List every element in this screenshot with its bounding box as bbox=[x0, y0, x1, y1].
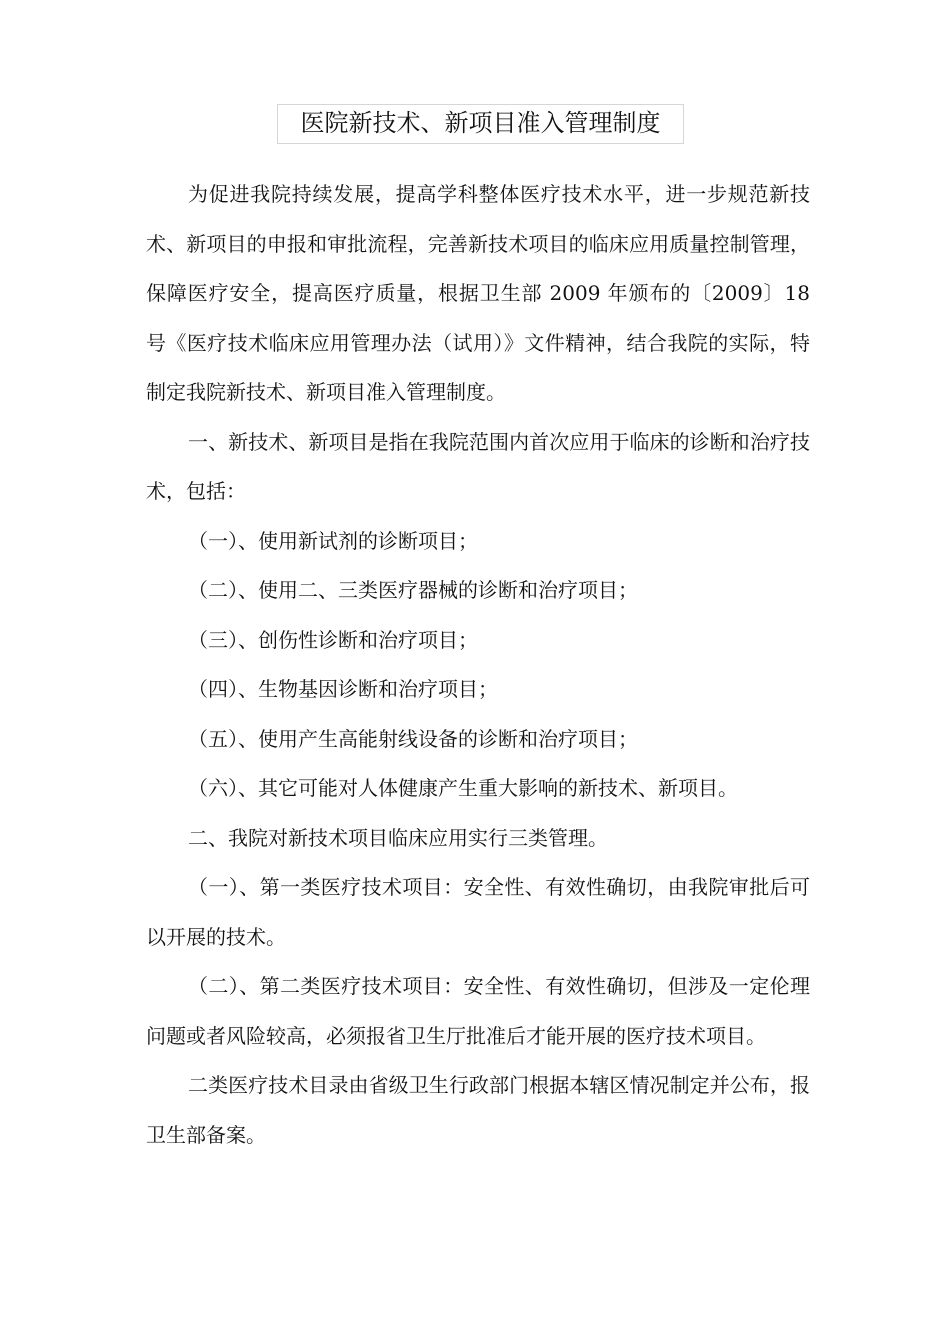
paragraph-definition: 一、新技术、新项目是指在我院范围内首次应用于临床的诊断和治疗技术，包括： bbox=[146, 429, 810, 503]
list-item-4: （四）、生物基因诊断和治疗项目； bbox=[188, 677, 498, 701]
document-title: 医院新技术、新项目准入管理制度 bbox=[277, 104, 684, 144]
paragraph-category-management: 二、我院对新技术项目临床应用实行三类管理。 bbox=[188, 825, 608, 850]
list-item-6: （六）、其它可能对人体健康产生重大影响的新技术、新项目。 bbox=[188, 776, 738, 800]
document-body bbox=[146, 170, 810, 1160]
paragraph-intro: 为促进我院持续发展，提高学科整体医疗技术水平，进一步规范新技术、新项目的申报和审批流程，完善新技术项目的临床应用质量控制管理，保障医疗安全，提高医疗质量，根据卫生部 2009 年颁布的〔2009〕18 号《医疗技术临床应用管理办法（试用）》文件精神，结合我院的实际，特制定我院新技术、新项目准入管理制度。 bbox=[146, 182, 810, 404]
category-item-1: （一）、第一类医疗技术项目：安全性、有效性确切，由我院审批后可以开展的技术。 bbox=[146, 875, 810, 949]
list-item-3: （三）、创伤性诊断和治疗项目； bbox=[188, 627, 478, 652]
category-item-2: （二）、第二类医疗技术项目：安全性、有效性确切，但涉及一定伦理问题或者风险较高，必须报省卫生厅批准后才能开展的医疗技术项目。 bbox=[146, 974, 810, 1048]
list-item-1: （一）、使用新试剂的诊断项目； bbox=[188, 528, 478, 553]
paragraph-catalog-note: 二类医疗技术目录由省级卫生行政部门根据本辖区情况制定并公布，报卫生部备案。 bbox=[146, 1073, 810, 1147]
list-item-5: （五）、使用产生高能射线设备的诊断和治疗项目； bbox=[188, 726, 638, 751]
list-item-2: （二）、使用二、三类医疗器械的诊断和治疗项目； bbox=[188, 578, 638, 602]
